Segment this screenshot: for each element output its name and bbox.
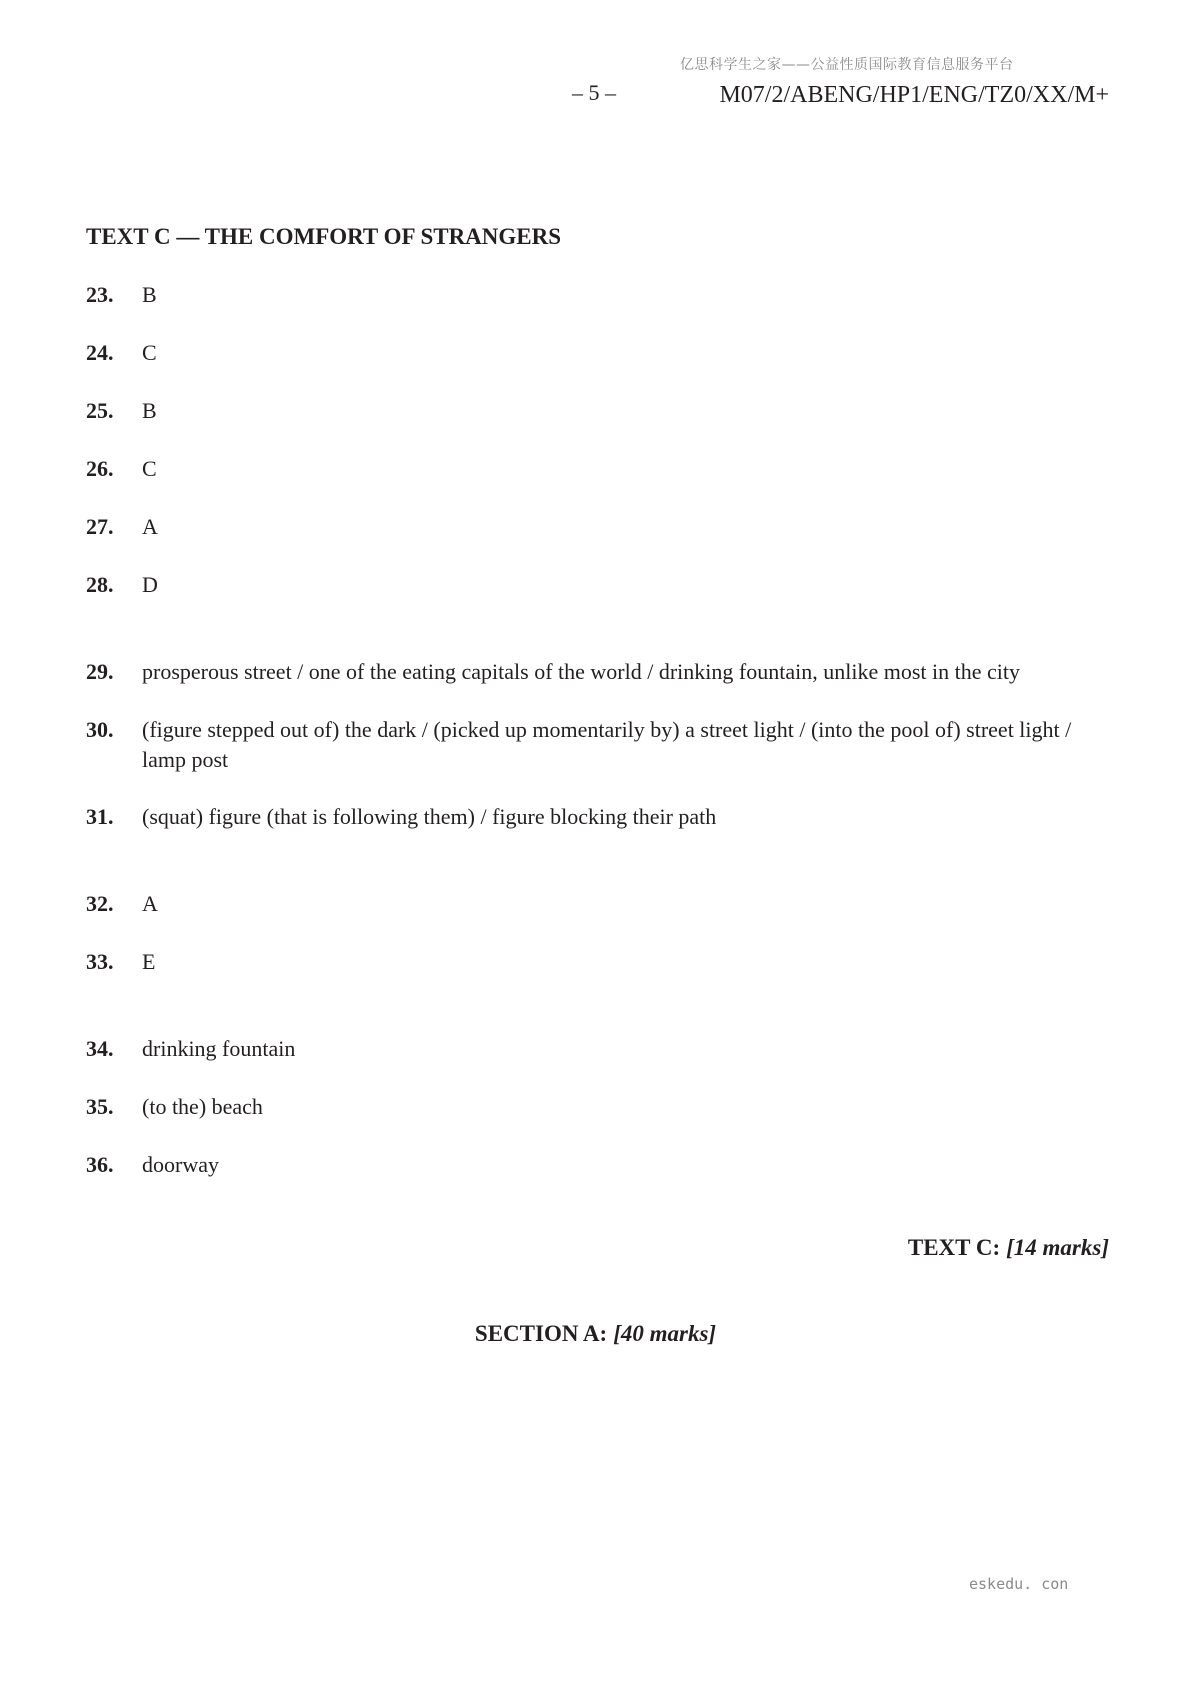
answer-item <box>86 454 1111 484</box>
answer-item <box>86 570 1111 600</box>
text-c-marks: [14 marks] <box>1006 1235 1109 1260</box>
answer-text: C <box>142 340 157 365</box>
answer-item <box>86 802 1111 832</box>
text-c-total <box>908 1235 1109 1261</box>
question-number: 24. <box>86 340 114 365</box>
header-watermark: 亿思科学生之家——公益性质国际教育信息服务平台 <box>680 57 1014 73</box>
answer-item <box>86 280 1111 310</box>
answer-item <box>86 715 1111 775</box>
answer-item <box>86 1092 1111 1122</box>
answer-text: E <box>142 949 156 974</box>
question-number: 32. <box>86 891 114 916</box>
question-number: 25. <box>86 398 114 423</box>
answer-text: B <box>142 398 157 423</box>
answer-text: (figure stepped out of) the dark / (picked up momentarily by) a street light / (into the pool of) street light / lamp post <box>142 717 1072 772</box>
text-c-label: TEXT C: <box>907 1235 1001 1260</box>
question-number: 28. <box>86 572 114 597</box>
page-number: – 5 – <box>572 80 616 105</box>
paper-code: M07/2/ABENG/HP1/ENG/TZ0/XX/M+ <box>719 82 1109 108</box>
question-number: 29. <box>86 659 114 684</box>
answer-item <box>86 1034 1111 1064</box>
question-number: 35. <box>86 1094 114 1119</box>
answer-item <box>86 512 1111 542</box>
answer-text: C <box>142 456 157 481</box>
question-number: 34. <box>86 1036 114 1061</box>
section-a-marks: [40 marks] <box>613 1321 717 1346</box>
answer-text: A <box>142 891 158 916</box>
answer-text: (to the) beach <box>142 1094 263 1119</box>
section-a-total <box>0 1321 1191 1347</box>
answer-item <box>86 657 1111 687</box>
question-number: 27. <box>86 514 114 539</box>
answer-text: D <box>142 572 158 597</box>
answer-item <box>86 947 1111 977</box>
answer-item <box>86 889 1111 919</box>
question-number: 31. <box>86 804 114 829</box>
question-number: 26. <box>86 456 114 481</box>
question-number: 23. <box>86 282 114 307</box>
footer-watermark: eskedu. con <box>969 1575 1069 1593</box>
answer-text: doorway <box>142 1152 219 1177</box>
answer-item <box>86 396 1111 426</box>
answer-text: (squat) figure (that is following them) / figure blocking their path <box>142 804 717 829</box>
answer-text: prosperous street / one of the eating capitals of the world / drinking fountain, unlike most in the city <box>142 659 1020 684</box>
answer-item <box>86 338 1111 368</box>
answer-text: drinking fountain <box>142 1036 296 1061</box>
question-number: 33. <box>86 949 114 974</box>
answer-text: A <box>142 514 158 539</box>
answer-item <box>86 1150 1111 1180</box>
section-a-label: SECTION A: <box>474 1321 608 1346</box>
question-number: 30. <box>86 717 114 742</box>
answer-text: B <box>142 282 157 307</box>
question-number: 36. <box>86 1152 114 1177</box>
section-title: TEXT C — THE COMFORT OF STRANGERS <box>86 224 562 249</box>
